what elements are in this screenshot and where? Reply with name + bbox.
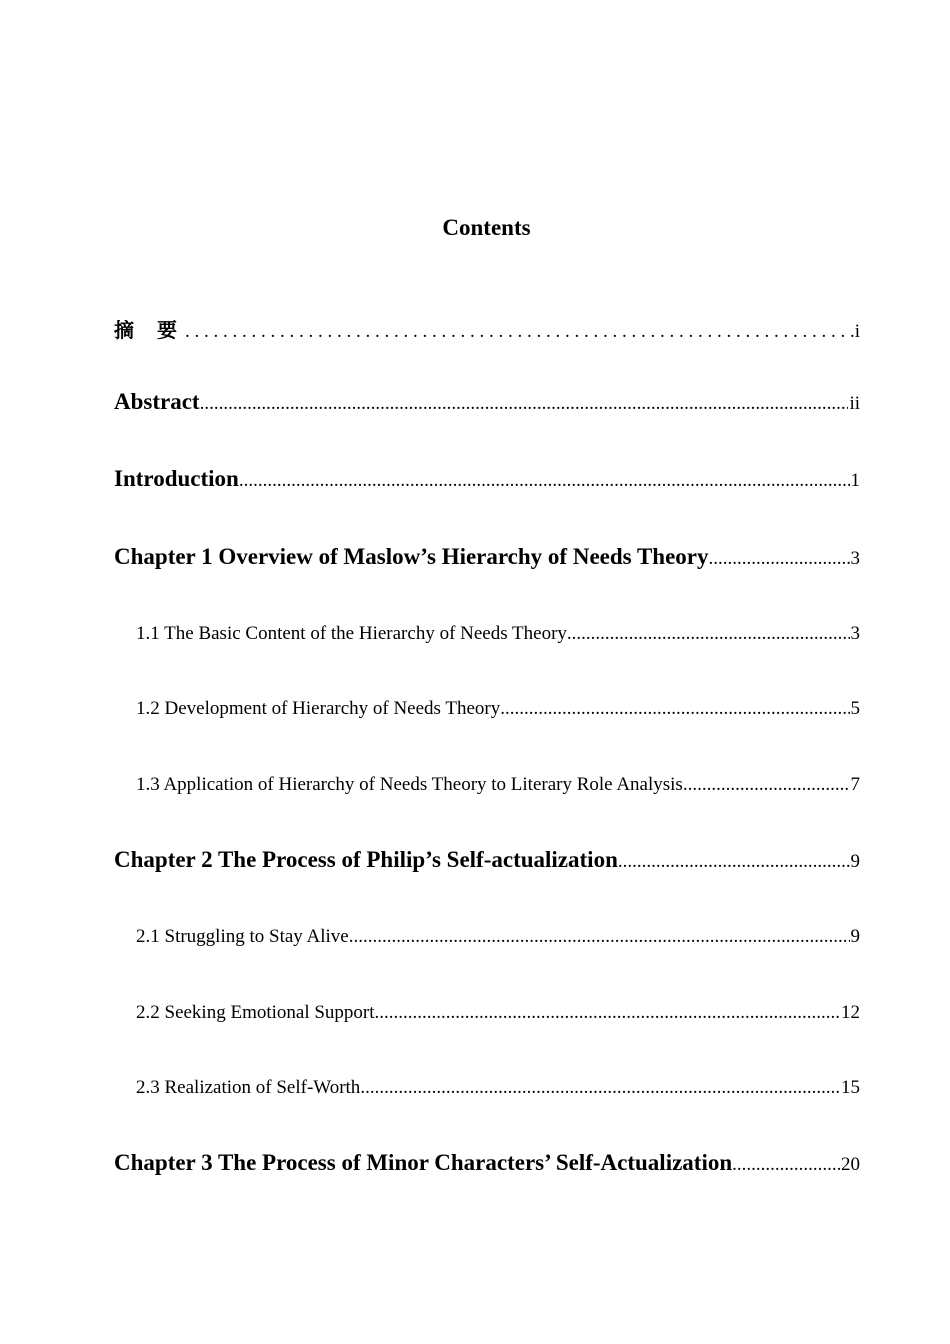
dot-leader	[618, 851, 850, 873]
toc-entry-introduction[interactable]	[114, 466, 860, 492]
toc-page-number: 3	[850, 548, 860, 569]
toc-page-number: 9	[850, 851, 860, 872]
dot-leader	[732, 1154, 840, 1176]
dot-leader	[239, 470, 850, 492]
toc-page-number: 20	[841, 1154, 860, 1175]
toc-entry-chinese-abstract[interactable]	[114, 314, 860, 343]
toc-entry-label: Abstract	[114, 389, 200, 414]
toc-entry-section-1-2[interactable]	[136, 698, 860, 720]
dot-leader	[709, 548, 850, 570]
dot-leader	[349, 926, 850, 948]
toc-page-number: i	[854, 321, 860, 342]
toc-page-number: 12	[841, 1002, 860, 1023]
toc-entry-chapter-2[interactable]	[114, 847, 860, 873]
toc-entry-label: Chapter 3 The Process of Minor Characters’ Self-Actualization	[114, 1150, 733, 1175]
toc-entry-label: 摘 要	[114, 318, 185, 342]
page-title: Contents	[442, 215, 531, 240]
toc-entry-label: Chapter 1 Overview of Maslow’s Hierarchy of Needs Theory	[114, 544, 709, 569]
dot-leader	[500, 698, 849, 720]
toc-entry-label: Introduction	[114, 466, 239, 491]
toc-entry-chapter-3[interactable]	[114, 1150, 860, 1176]
toc-entry-abstract[interactable]	[114, 389, 860, 415]
dot-leader	[200, 393, 849, 415]
toc-entry-section-2-1[interactable]	[136, 926, 860, 948]
toc-page-number: 7	[850, 774, 860, 795]
dot-leader	[375, 1002, 840, 1024]
toc-page-number: ii	[849, 393, 860, 414]
toc-page-number: 5	[850, 698, 860, 719]
toc-entry-section-1-1[interactable]	[136, 623, 860, 645]
toc-page-number: 15	[841, 1077, 860, 1098]
toc-entry-label: 2.1 Struggling to Stay Alive	[136, 926, 349, 947]
dot-leader	[185, 321, 854, 343]
toc-entry-label: 2.2 Seeking Emotional Support	[136, 1002, 375, 1023]
toc-page-number: 1	[850, 470, 860, 491]
toc-entry-label: Chapter 2 The Process of Philip’s Self-actualization	[114, 847, 618, 872]
toc-entry-chapter-1[interactable]	[114, 544, 860, 570]
toc-entry-label: 2.3 Realization of Self-Worth	[136, 1077, 361, 1098]
toc-entry-section-2-2[interactable]	[136, 1002, 860, 1024]
toc-entry-section-2-3[interactable]	[136, 1077, 860, 1099]
toc-page-number: 9	[850, 926, 860, 947]
toc-entry-section-1-3[interactable]	[136, 774, 860, 796]
toc-entry-label: 1.1 The Basic Content of the Hierarchy of Needs Theory	[136, 623, 567, 644]
dot-leader	[683, 774, 850, 796]
toc-entry-label: 1.3 Application of Hierarchy of Needs Theory to Literary Role Analysis	[136, 774, 683, 795]
toc-page-number: 3	[850, 623, 860, 644]
dot-leader	[360, 1077, 840, 1099]
dot-leader	[567, 623, 850, 645]
toc-entry-label: 1.2 Development of Hierarchy of Needs Theory	[136, 698, 501, 719]
